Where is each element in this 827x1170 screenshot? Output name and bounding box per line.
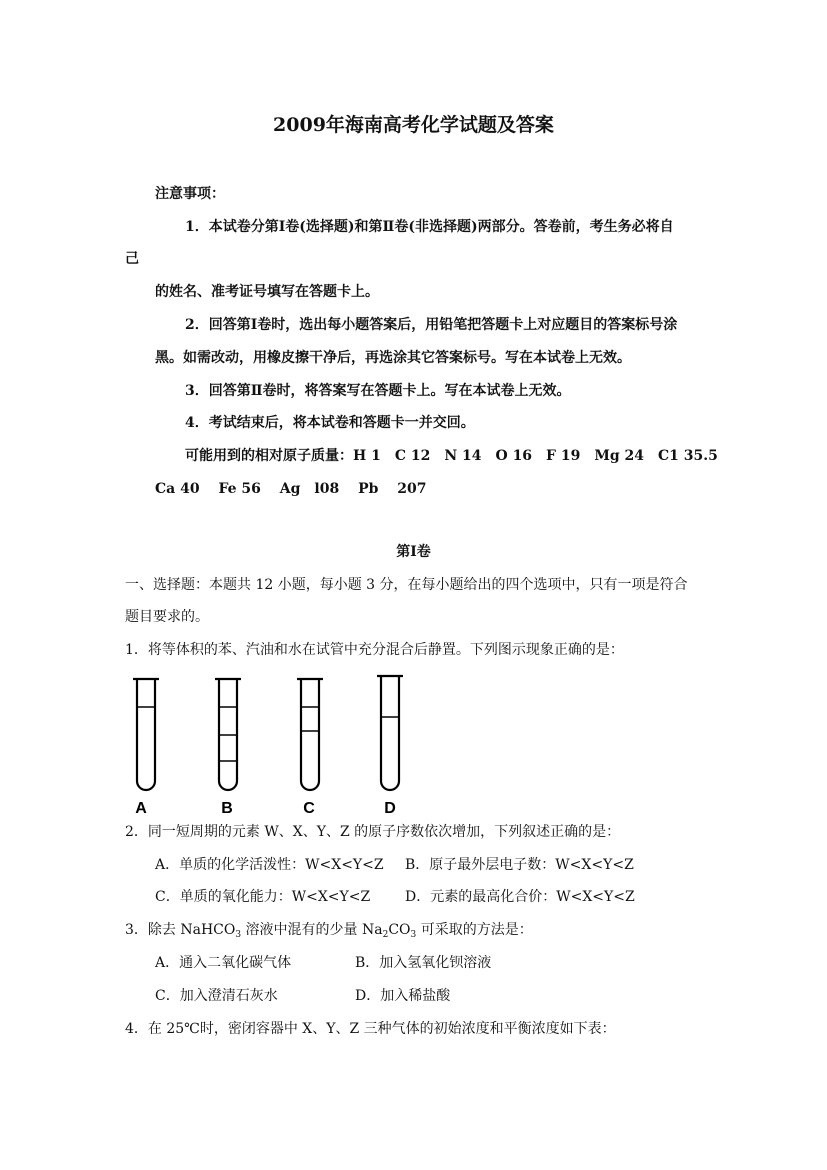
- question-1-stem: 1．将等体积的苯、汽油和水在试管中充分混合后静置。下列图示现象正确的是：: [125, 642, 624, 658]
- question-3-stem: 3．除去 NaHCO$_3$ 溶液中混有的少量 $Na_2CO_3$ 可采取的方法是：: [125, 922, 533, 940]
- question-4-stem: 4．在 25℃时，密闭容器中 X、Y、Z 三种气体的初始浓度和平衡浓度如下表：: [125, 1021, 616, 1037]
- section-title: 第Ⅰ卷: [396, 544, 431, 560]
- notice-item-4: 4．考试结束后，将本试卷和答题卡一并交回。: [185, 415, 475, 431]
- test-tube-d: [377, 676, 403, 790]
- question-2-option-b: B．原子最外层电子数：W<X<Y<Z: [405, 857, 634, 873]
- question-3-option-a: A．通入二氧化碳气体: [155, 955, 292, 971]
- question-2-option-c: C．单质的氧化能力：W<X<Y<Z: [155, 889, 371, 905]
- question-2-option-a: A．单质的化学活泼性：W<X<Y<Z: [155, 857, 384, 873]
- question-3-option-b: B．加入氢氧化钡溶液: [355, 955, 492, 971]
- test-tube-b: [215, 679, 241, 790]
- section-intro-cont: 题目要求的。: [125, 609, 209, 625]
- tube-label-c: C: [303, 800, 315, 817]
- atomic-masses-line-1: 可能用到的相对原子质量：H 1 C 12 N 14 O 16 F 19 Mg 24 C1 35.5: [185, 448, 718, 464]
- section-intro: 一、选择题：本题共 12 小题，每小题 3 分，在每小题给出的四个选项中，只有一项是符合: [125, 577, 688, 593]
- page-title: 2009年海南高考化学试题及答案: [273, 114, 554, 136]
- tube-label-b: B: [221, 800, 233, 817]
- notice-item-2: 2．回答第Ⅰ卷时，选出每小题答案后，用铅笔把答题卡上对应题目的答案标号涂: [185, 317, 678, 333]
- question-2-stem: 2．同一短周期的元素 W、X、Y、Z 的原子序数依次增加，下列叙述正确的是：: [125, 824, 621, 840]
- question-3-option-d: D．加入稀盐酸: [355, 988, 451, 1004]
- test-tubes-figure: [125, 673, 425, 818]
- test-tube-a: [133, 679, 159, 790]
- notice-item-1: 1．本试卷分第Ⅰ卷(选择题)和第Ⅱ卷(非选择题)两部分。答卷前，考生务必将自: [185, 219, 674, 235]
- notice-item-1-wrap: 己: [125, 251, 139, 267]
- notice-heading: 注意事项：: [155, 186, 225, 202]
- tube-label-d: D: [384, 800, 396, 817]
- question-3-option-c: C．加入澄清石灰水: [155, 988, 278, 1004]
- notice-item-2-cont: 黑。如需改动，用橡皮擦干净后，再选涂其它答案标号。写在本试卷上无效。: [155, 350, 631, 366]
- atomic-masses-line-2: Ca 40 Fe 56 Ag l08 Pb 207: [155, 481, 427, 497]
- tube-label-a: A: [135, 800, 147, 817]
- question-2-option-d: D．元素的最高化合价：W<X<Y<Z: [405, 889, 635, 905]
- notice-item-3: 3．回答第Ⅱ卷时，将答案写在答题卡上。写在本试卷上无效。: [185, 383, 571, 399]
- test-tube-c: [297, 679, 323, 790]
- notice-item-1-cont: 的姓名、准考证号填写在答题卡上。: [155, 284, 379, 300]
